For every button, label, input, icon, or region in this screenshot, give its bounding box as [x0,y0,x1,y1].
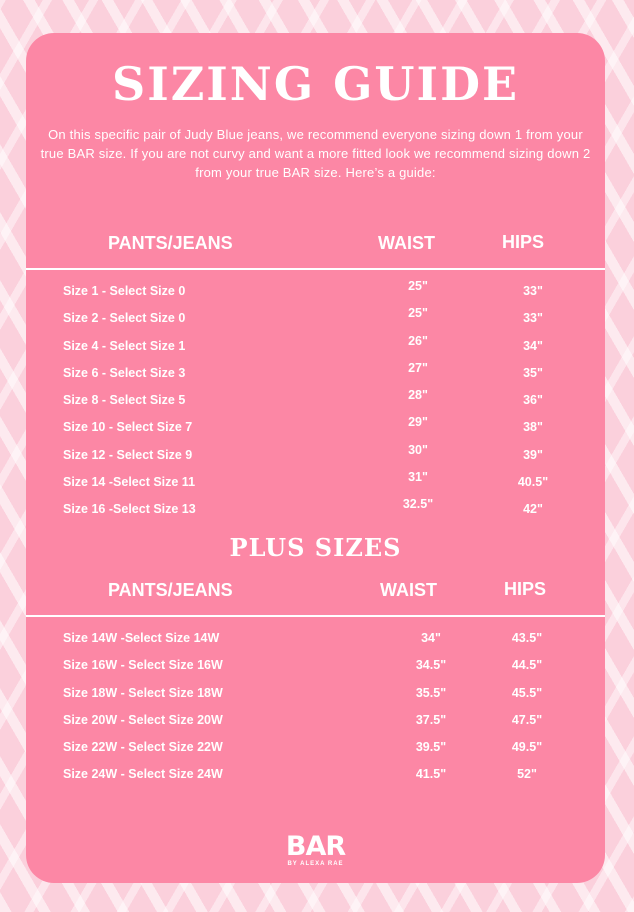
size-label: Size 16 -Select Size 13 [63,502,196,517]
regular-header-name: PANTS/JEANS [108,233,233,253]
hips-value: 45.5" [511,685,543,700]
size-label: Size 20W - Select Size 20W [63,712,223,727]
table-row [26,306,605,338]
table-row [26,470,605,502]
size-label: Size 14 -Select Size 11 [63,475,196,490]
table-row [26,388,605,420]
hips-value: 34" [523,338,543,353]
table-row [26,279,605,311]
table-row [26,497,605,529]
size-label: Size 22W - Select Size 22W [63,740,223,755]
size-label: Size 8 - Select Size 5 [63,393,186,408]
regular-header-waist: WAIST [378,233,435,253]
plus-size-table [26,631,605,795]
hips-value: 36" [523,393,543,408]
size-label: Size 6 - Select Size 3 [63,365,186,380]
hips-value: 40.5" [517,475,549,490]
table-row [26,767,605,794]
waist-value: 25" [408,306,428,321]
plus-header-hips: HIPS [504,579,547,599]
size-label: Size 14W -Select Size 14W [63,631,220,645]
waist-value: 25" [408,279,428,293]
table-row [26,713,605,740]
waist-value: 34" [421,631,441,645]
plus-header-waist: WAIST [380,580,437,600]
table-row [26,658,605,685]
plus-header-divider [26,615,605,617]
waist-value: 28" [408,388,428,403]
sizing-guide-card [26,33,605,883]
size-label: Size 16W - Select Size 16W [63,658,223,673]
bar-logo [26,833,605,867]
size-label: Size 1 - Select Size 0 [63,284,186,298]
hips-value: 38" [523,420,543,435]
waist-value: 41.5" [415,767,447,782]
plus-header-name: PANTS/JEANS [108,580,233,600]
hips-value: 42" [523,502,543,517]
logo-main: BAR [285,831,346,862]
regular-size-table [26,279,605,530]
plus-sizes-title: PLUS SIZES [229,533,402,562]
size-label: Size 2 - Select Size 0 [63,311,186,326]
waist-value: 31" [408,470,428,485]
logo-sub: BY ALEXA RAE [287,861,344,867]
hips-value: 35" [523,365,543,380]
size-label: Size 18W - Select Size 18W [63,685,223,700]
size-label: Size 12 - Select Size 9 [63,447,193,462]
waist-value: 26" [408,333,428,348]
hips-value: 52" [517,767,537,782]
waist-value: 37.5" [415,712,447,727]
table-row [26,740,605,767]
waist-value: 27" [408,360,428,375]
waist-value: 32.5" [402,497,434,512]
size-label: Size 10 - Select Size 7 [63,420,193,435]
size-label: Size 4 - Select Size 1 [63,338,186,353]
intro-text: On this specific pair of Judy Blue jeans, we recommend everyone sizing down 1 from your true BAR size. If you are not curvy and want a more fitted look we recommend sizing down 2 from your true BAR size. Here’s a guide: [40,127,591,180]
table-row [26,631,605,658]
page-title: SIZING GUIDE [111,57,520,111]
hips-value: 39" [523,447,543,462]
hips-value: 44.5" [511,658,543,673]
hips-value: 43.5" [511,631,543,645]
waist-value: 39.5" [415,740,447,755]
hips-value: 49.5" [511,740,543,755]
hips-value: 33" [523,311,543,326]
table-row [26,442,605,475]
waist-value: 34.5" [415,658,447,673]
table-row [26,360,605,393]
regular-header-hips: HIPS [502,232,545,252]
waist-value: 29" [408,415,428,430]
waist-value: 30" [408,442,428,457]
table-row [26,333,605,366]
table-row [26,686,605,713]
hips-value: 33" [523,284,543,298]
size-label: Size 24W - Select Size 24W [63,767,223,782]
regular-header-divider [26,268,605,270]
hips-value: 47.5" [511,712,543,727]
waist-value: 35.5" [415,685,447,700]
table-row [26,415,605,447]
